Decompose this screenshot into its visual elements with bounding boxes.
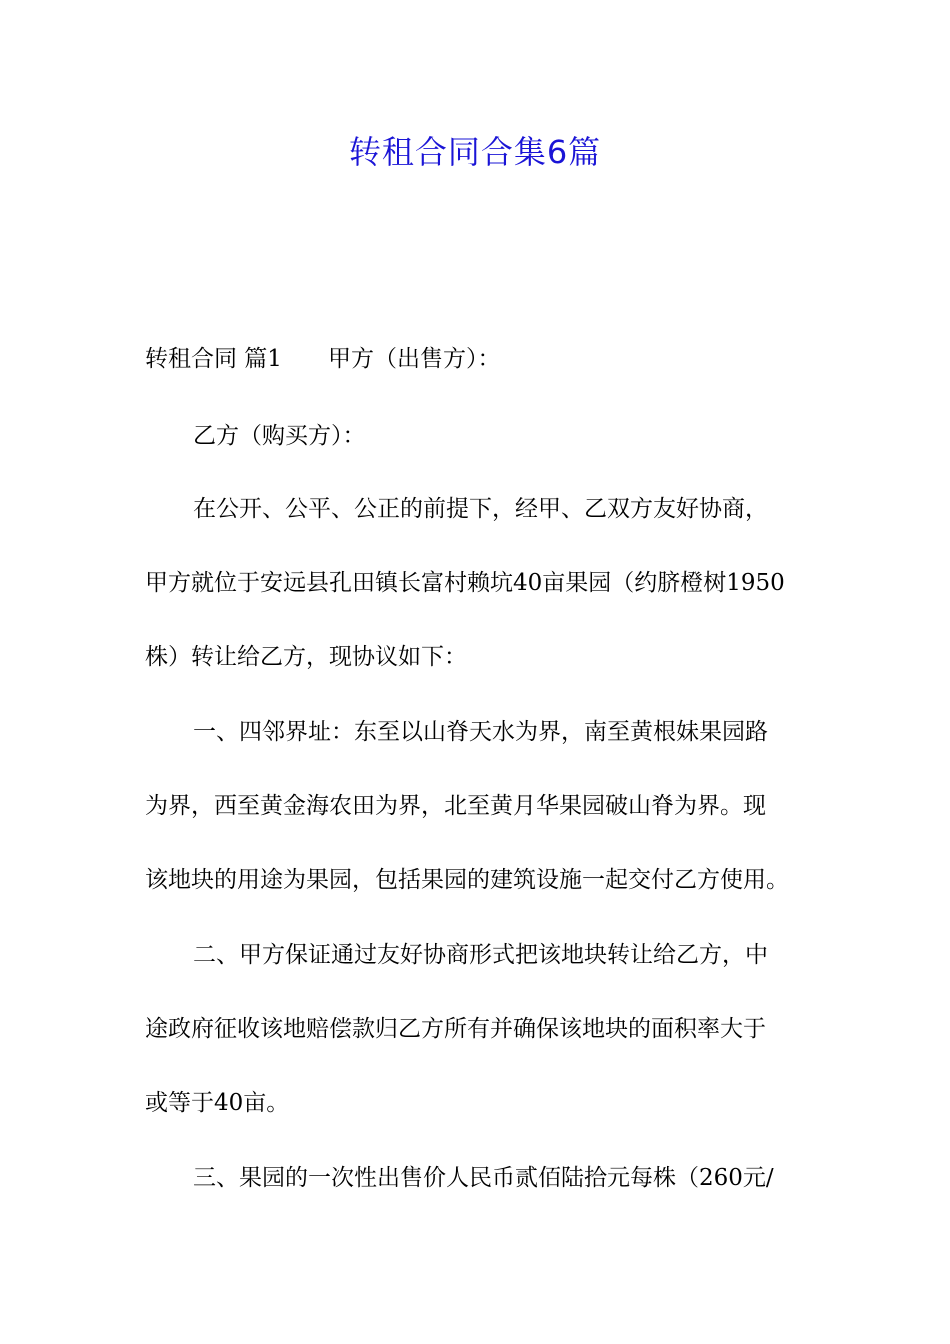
paragraph-line: 甲方就位于安远县孔田镇长富村赖坑40亩果园（约脐橙树1950 <box>145 570 785 596</box>
paragraph-line: 为界，西至黄金海农田为界，北至黄月华果园破山脊为界。现 <box>145 793 766 819</box>
party-a-label: 甲方（出售方）： <box>327 346 501 372</box>
paragraph-line: 在公开、公平、公正的前提下，经甲、乙双方友好协商， <box>193 496 768 522</box>
paragraph-line: 或等于40亩。 <box>145 1090 290 1116</box>
party-b-line: 乙方（购买方）： <box>193 423 366 449</box>
document-title: 转租合同合集6篇 <box>348 133 602 171</box>
paragraph-line: 该地块的用途为果园，包括果园的建筑设施一起交付乙方使用。 <box>145 867 789 893</box>
paragraph-line: 二、甲方保证通过友好协商形式把该地块转让给乙方，中 <box>193 942 768 968</box>
paragraph-line: 途政府征收该地赔偿款归乙方所有并确保该地块的面积率大于 <box>145 1016 766 1042</box>
section-label: 转租合同 篇1 <box>145 346 282 372</box>
section-heading-line <box>145 343 815 375</box>
paragraph-line: 株）转让给乙方，现协议如下： <box>145 644 467 670</box>
paragraph-line: 一、四邻界址：东至以山脊天水为界，南至黄根妹果园路 <box>193 719 768 745</box>
paragraph-line: 三、果园的一次性出售价人民币贰佰陆拾元每株（260元/ <box>193 1165 774 1191</box>
